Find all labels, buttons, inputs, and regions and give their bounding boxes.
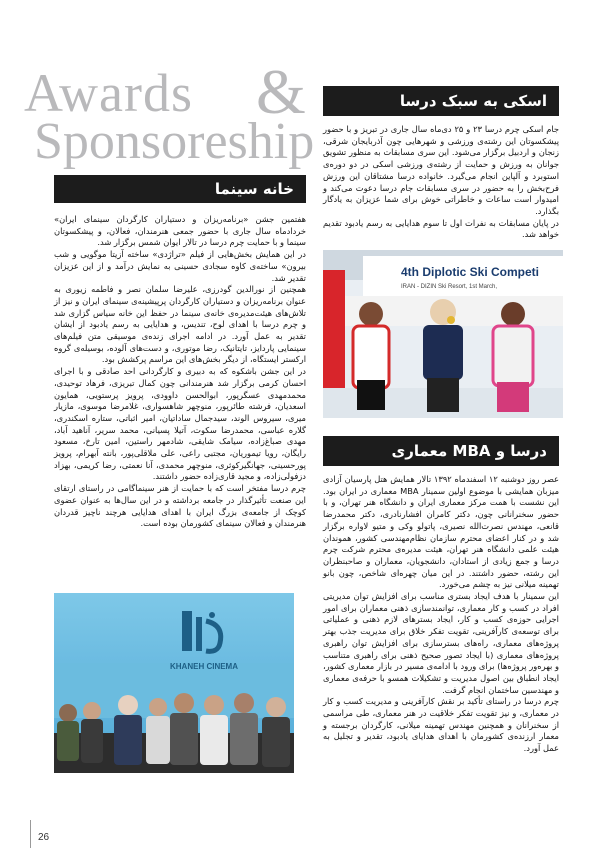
paragraph: این سمینار با هدف ایجاد بستری مناسب برای افزایش توان مدیریتی افراد در کسب و کار معماری، توانمندسازی ذهنی معماران برای امور اجرایی حوزه‌ی کسب و کار، ایجاد بسترهای لازم ذهنی و عملیاتی برای توسعه‌ی کارآفرینی، تقویت تفکر خلاق برای مدیریت جذب بهتر پروژه‌های معماری، راه‌های بسترسازی برای افزایش توان راهبری پروژه‌های معماری (با ایجاد تصور صحیح ذهنی برای راهبری متناسب و بهره‌ور پروژه‌ها) برای ورود با ادامه‌ی مسیر در بازار معماری کشور، ایجاد انطباق بین اصول مدیریت و تشکیلات همسو با حرفه‌ی معماری و مهندسین ساختمان انجام گرفت. — [323, 591, 559, 695]
paragraph: عصر روز دوشنبه ۱۲ اسفندماه ۱۳۹۲ تالار همایش هتل پارسیان آزادی میزبان همایشی با موضوع اولین سمینار MBA معماری در ایران بود. این نشست با همت مرکز معماری ایران و دانشگاه هنر تهران، و با حضور سخنرانانی چون، دکتر کامران افشارنادری، دکتر محمدرضا قانعی، مهندس نصرت‌الله نصیری، پاتولو وکی و متیو لاواره برگزار شد و در کنار اعضای محترم سازمان نظام‌مهندسی کشور، هموندان هیئت علمی دانشگاه هنر تهران، هیئت مدیره‌ی محترم شرکت چرم درسا و جمع زیادی از استادان، دانشجویان، معماران و صاحبنظران این رشته، حضور داشتند. در این میان چهره‌ای شاخص، چون بانو تهمینه میلانی نیز به چشم می‌خورد. — [323, 474, 560, 590]
page-number: 26 — [38, 832, 50, 843]
paragraph: هفتمین جشن «برنامه‌ریزان و دستیاران کارگردان سینمای ایران» خرداد‌ماه سال جاری با حضور جمعی هنرمندان، فعالان، و پیشکسوتان سینما و با حمایت چرم درسا در تالار ایوان شمس برگزار شد. — [54, 214, 306, 248]
paragraph: چرم درسا مفتخر است که با حمایت از هنر سینماگامی در راستای ارتقای این صنعت تأثیرگذار در جامعه برداشته و در این سال‌ها به عنوان عضوی کوچک از جامعه‌ی بزرگ ایران با اهدای هدایایی هرچند ناچیز قدردان هنرمندان و فعالان سینمای کشورمان بوده است. — [54, 483, 306, 529]
khaneh-cinema-logo-text: KHANEH CINEMA — [170, 662, 238, 671]
title-line-awards: Awards — [24, 63, 194, 123]
cinema-event-illustration — [54, 593, 294, 773]
paragraph: همچنین از نورالدین گودرزی، علیرضا سلمان نصر و فاطمه زیوری به عنوان برنامه‌ریزان و دستیاران کارگردان پرپیشینه‌ی سینمای ایران و نیز از تلاش‌های هیئت‌مدیره‌ی خانه‌ی سینما در حفظ این خانه سیاس گزاری شد و چرم درسا با اهدای لوح، تندیس، و هدایایی به رسم یادبود از ایشان تقدیر به عمل آورد. در ادامه اجرای زنده‌ی موسیقی متن فیلم‌های سینمایی پاردایز، تایتانیک، رضا موتوری، و دست‌های آلوده، بوسیله‌ی گروه ارکستر ایستگاه، از دیگر بخش‌های این مراسم پرکشش بود. — [54, 284, 306, 365]
paragraph: در پایان مسابقات به نفرات اول تا سوم هدایایی به رسم یادبود تقدیم خواهد شد. — [323, 217, 559, 240]
khaneh-cinema-photo — [54, 593, 294, 773]
section-title-mba-architecture: درسا و MBA معماری — [323, 436, 559, 466]
section-title-ski: اسکی به سبک درسا — [323, 86, 559, 116]
paragraph: جام اسکی چرم درسا ۲۳ و ۲۵ دی‌ماه سال جاری در تبریز و با حضور پیشکسوتان این رشته‌ی ورزشی و شهرهایی چون آذربایجان شرقی، زنجان و اردبیل برگزار می‌شود. این سری مسابقات به منظور تشویق جوانان به ورزش و حمایت از رشته‌ی ورزشی اسکی در دو دوره‌ی استوبرد و آلپاین انجام می‌گیرد. خانواده درسا مشتاقان این ورزش فرح‌بخش را به حضور در سری مسابقات جام درسا دعوت می‌کند و امیدوار است ساعات و خاطراتی خوش برای شما عزیزان به یادگار بگذارد. — [323, 124, 559, 216]
ski-banner-text: 4th Diplotic Ski Competi — [401, 265, 540, 279]
paragraph: در این همایش بخش‌هایی از فیلم «تراژدی» ساخته آزیتا موگویی و شب بیرون» ساخته‌ی کاوه سجادی حسینی به نمایش درآمد و از این عزیزان تقدیر شد. — [54, 249, 306, 283]
ski-competition-photo — [323, 250, 563, 418]
mba-architecture-article — [323, 474, 559, 810]
page-number-divider — [30, 820, 31, 848]
ski-banner-subtext: IRAN - DIZIN Ski Resort, 1st March, — [401, 284, 498, 290]
khaneh-cinema-article — [54, 214, 306, 576]
ski-article — [323, 124, 559, 242]
section-title-khaneh-cinema: خانه سینما — [54, 175, 306, 203]
title-ampersand: & — [256, 56, 306, 127]
paragraph: در این جشن باشکوه که به دبیری و کارگردانی احد صادقی و با اجرای احسان کرمی برگزار شد هنرمندانی چون کمال تبریزی، فرهاد توحیدی، محمدمهدی عسگرپور، ابوالحسن داوودی، پرویز پرستویی، همایون اسعدیان، فرشته طائرپور، منوچهر شاهسواری، غلامرضا موسوی، مازیار میری، سیروس الوند، سیدجمال ساداتیان، امیر اثباتی، ستاره اسکندری، گلاره عباسی، محمدرضا سکوت، آتیلا پسیانی، محمد سریر، آناهید آباد، مهدی صباغ‌زاده، سیامک شایقی، شادمهر راستین، امین تارخ، مسعود رایگان، رویا تیموریان، مجتبی راعی، علی ملاقلی‌پور، بانته آبهرام، پرویز پورحسینی، جهانگیرکوثری، منوچهر محمدی، آنا نعمتی، رضا کریمی، بهزاد دزفولی‌زاده، و مجید قاری‌زاده حضور داشتند. — [54, 366, 306, 482]
title-line-sponsorship: Sponsoreship — [34, 113, 315, 170]
paragraph: چرم درسا در راستای تأکید بر نقش کارآفرینی و مدیریت کسب و کار در معماری، و نیز تقویت تفکر خلاقیت در هنر معماری، طی مراسمی از سخنرانان و همچنین مهندس تهمینه میلانی، کارگردان برجسته و معمار ارزنده‌ی کشورمان با اهدای هدایای یادبود، تقدیر و تجلیل به عمل آورد. — [323, 696, 559, 754]
awards-sponsorship-title — [24, 56, 324, 170]
ski-podium-illustration — [323, 250, 563, 418]
